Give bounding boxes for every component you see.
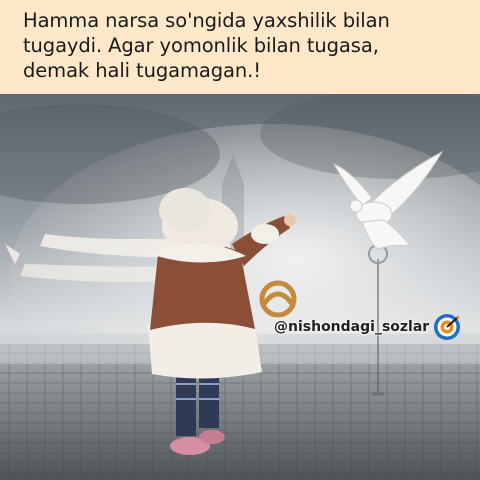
watermark — [274, 312, 461, 342]
caption-line-2: tugaydi. Agar yomonlik bilan tugasa, — [23, 34, 379, 57]
caption-line-3: demak hali tugamagan.! — [23, 59, 261, 82]
photo-scene — [0, 94, 480, 480]
caption-bar — [0, 0, 480, 94]
caption-line-1: Hamma narsa so'ngida yaxshilik bilan — [23, 9, 390, 32]
target-arrow-icon — [433, 313, 461, 341]
watermark-handle: @nishondagi_sozlar — [274, 319, 430, 335]
